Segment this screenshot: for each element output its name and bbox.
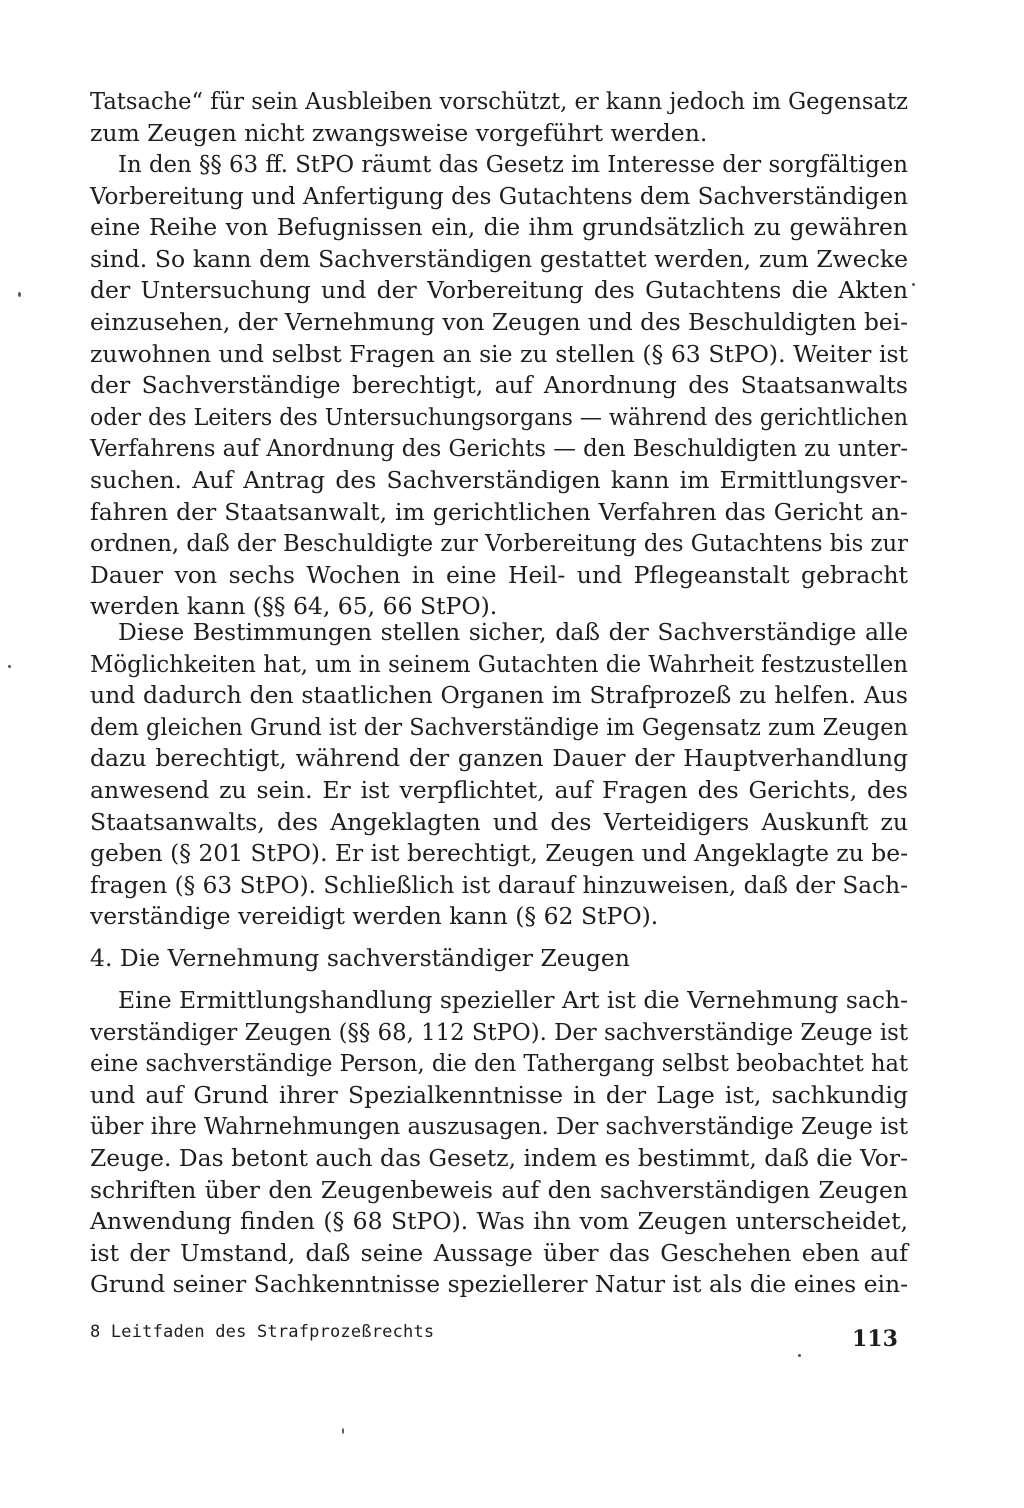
paragraph-line: sind. So kann dem Sachverständigen gestattet werden, zum Zwecke xyxy=(90,244,908,273)
paragraph-line: schriften über den Zeugenbeweis auf den sachverständigen Zeugen xyxy=(90,1175,908,1204)
scan-speck xyxy=(342,1428,344,1434)
paragraph-line: fahren der Staatsanwalt, im gerichtlichen Verfahren das Gericht an- xyxy=(90,497,908,526)
paragraph-line: oder des Leiters des Untersuchungsorgans — während des gerichtlichen xyxy=(90,402,908,431)
paragraph-2 xyxy=(90,149,908,623)
paragraph-line: der Untersuchung und der Vorbereitung des Gutachtens die Akten xyxy=(90,276,908,305)
paragraph-line: verständiger Zeugen (§§ 68, 112 StPO). Der sachverständige Zeuge ist xyxy=(90,1017,908,1046)
paragraph-line: fragen (§ 63 StPO). Schließlich ist darauf hinzuweisen, daß der Sach- xyxy=(90,870,908,899)
section-heading: 4. Die Vernehmung sachverständiger Zeugen xyxy=(90,944,630,972)
paragraph-line: Vorbereitung und Anfertigung des Gutachtens dem Sachverständigen xyxy=(90,181,908,210)
paragraph-line: Grund seiner Sachkenntnisse speziellerer Natur ist als die eines ein- xyxy=(90,1270,908,1299)
paragraph-line: zum Zeugen nicht zwangsweise vorgeführt werden. xyxy=(90,118,708,147)
paragraph-line: anwesend zu sein. Er ist verpflichtet, auf Fragen des Gerichts, des xyxy=(90,775,908,804)
paragraph-line: Verfahrens auf Anordnung des Gerichts — den Beschuldigten zu unter- xyxy=(90,434,908,463)
paragraph-line: geben (§ 201 StPO). Er ist berechtigt, Zeugen und Angeklagte zu be- xyxy=(90,839,908,868)
scan-speck xyxy=(912,283,915,286)
paragraph-line: einzusehen, der Vernehmung von Zeugen und des Beschuldigten bei- xyxy=(90,307,908,336)
paragraph-line: zuwohnen und selbst Fragen an sie zu stellen (§ 63 StPO). Weiter ist xyxy=(90,339,908,368)
paragraph-3 xyxy=(90,617,908,933)
signature-mark: 8 Leitfaden des Strafprozeßrechts xyxy=(90,1322,435,1342)
paragraph-line: Tatsache“ für sein Ausbleiben vorschützt, er kann jedoch im Gegensatz xyxy=(90,87,908,115)
paragraph-line: dem gleichen Grund ist der Sachverständige im Gegensatz zum Zeugen xyxy=(90,712,908,741)
paragraph-line: Staatsanwalts, des Angeklagten und des Verteidigers Auskunft zu xyxy=(90,807,908,836)
paragraph-line: der Sachverständige berechtigt, auf Anordnung des Staatsanwalts xyxy=(90,371,908,400)
paragraph-line: Dauer von sechs Wochen in eine Heil- und Pflegeanstalt gebracht xyxy=(90,560,908,589)
paragraph-line: Möglichkeiten hat, um in seinem Gutachten die Wahrheit festzustellen xyxy=(90,649,908,678)
paragraph-line: eine Reihe von Befugnissen ein, die ihm grundsätzlich zu gewähren xyxy=(90,213,908,242)
paragraph-line: ordnen, daß der Beschuldigte zur Vorbereitung des Gutachtens bis zur xyxy=(90,529,908,558)
paragraph-line: Anwendung finden (§ 68 StPO). Was ihn vom Zeugen unterscheidet, xyxy=(90,1207,908,1236)
paragraph-line: In den §§ 63 ff. StPO räumt das Gesetz im Interesse der sorgfältigen xyxy=(118,150,908,178)
paragraph-4 xyxy=(90,985,908,1301)
paragraph-line: eine sachverständige Person, die den Tathergang selbst beobachtet hat xyxy=(90,1049,908,1078)
paragraph-line: werden kann (§§ 64, 65, 66 StPO). xyxy=(90,592,498,621)
scan-speck xyxy=(798,1354,801,1357)
scan-speck xyxy=(18,292,21,297)
paragraph-line: und dadurch den staatlichen Organen im Strafprozeß zu helfen. Aus xyxy=(90,681,908,710)
paragraph-line: Zeuge. Das betont auch das Gesetz, indem es bestimmt, daß die Vor- xyxy=(90,1143,908,1172)
paragraph-1 xyxy=(90,86,908,149)
paragraph-line: verständige vereidigt werden kann (§ 62 StPO). xyxy=(90,902,659,931)
paragraph-line: über ihre Wahrnehmungen auszusagen. Der sachverständige Zeuge ist xyxy=(90,1112,908,1141)
paragraph-line: suchen. Auf Antrag des Sachverständigen kann im Ermittlungsver- xyxy=(90,465,908,494)
scan-speck xyxy=(8,665,11,668)
paragraph-line: Eine Ermittlungshandlung spezieller Art ist die Vernehmung sach- xyxy=(118,986,908,1014)
paragraph-line: und auf Grund ihrer Spezialkenntnisse in der Lage ist, sachkundig xyxy=(90,1080,908,1109)
page-number: 113 xyxy=(852,1326,898,1352)
paragraph-line: ist der Umstand, daß seine Aussage über das Geschehen eben auf xyxy=(90,1238,908,1267)
paragraph-line: dazu berechtigt, während der ganzen Dauer der Hauptverhandlung xyxy=(90,744,908,773)
paragraph-line: Diese Bestimmungen stellen sicher, daß der Sachverständige alle xyxy=(118,618,908,646)
